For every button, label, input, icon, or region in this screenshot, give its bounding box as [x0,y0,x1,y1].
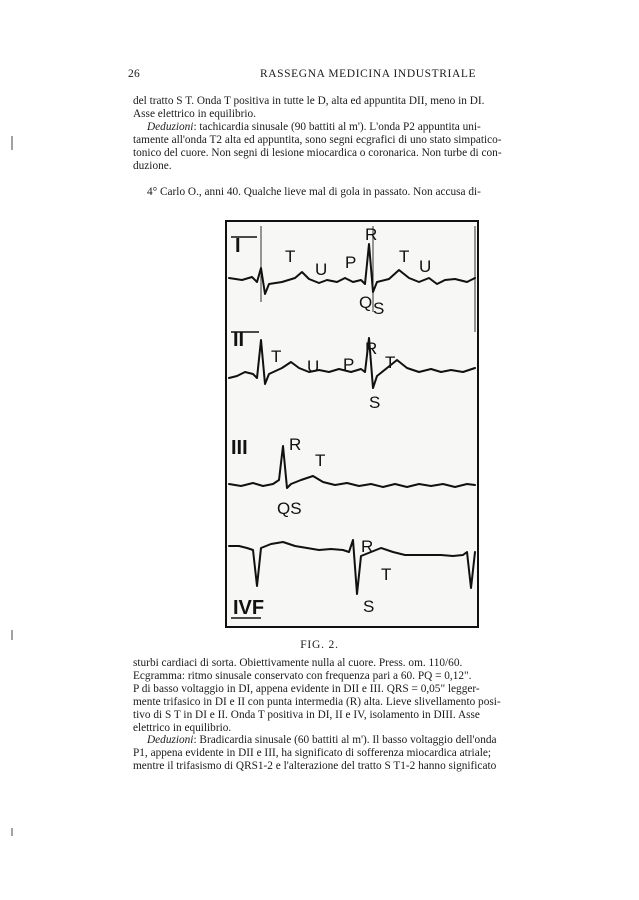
deduzioni-label: Deduzioni [147,734,194,747]
wave-label-t: T [285,247,296,266]
wave-label-t: T [385,353,396,372]
scan-margin-marks [10,0,20,900]
text-line: mente trifasico in DI e II con punta intermedia (R) alta. Lieve slivellamento posi- [133,695,501,708]
lead-label-4f: IVF [233,597,265,619]
text-line: P di basso voltaggio in DI, appena evidente in DII e III. QRS = 0,05" legger- [133,682,480,695]
lead-label-1: I [235,235,241,257]
wave-label-t: T [381,565,392,584]
wave-label-r: R [361,537,374,556]
text-line: Asse elettrico in equilibrio. [133,107,256,120]
wave-label-t: T [399,247,410,266]
text-line: Ecgramma: ritmo sinusale conservato con frequenza pari a 60. PQ = 0,12". [133,669,472,682]
text-line: 4° Carlo O., anni 40. Qualche lieve mal di gola in passato. Non accusa di- [147,186,481,198]
wave-label-u: U [315,260,328,279]
paragraph-case-3-end [133,95,538,172]
text-line: duzione. [133,159,172,172]
text-line: tonico del cuore. Non segni di lesione miocardica o coronarica. Non turbe di con- [133,146,502,159]
wave-label-r: R [365,339,378,358]
paragraph-case-4-continued [133,657,538,773]
text-line: P1, appena evidente in DII e III, ha significato di sofferenza miocardica atriale; [133,747,491,760]
page-number: 26 [128,68,140,80]
ecg-trace-lead-3 [229,446,475,488]
wave-label-q: Q [359,293,373,312]
text-line: tivo di S T in DI e II. Onda T positiva in DI, II e IV, isolamento in DIII. Asse [133,708,480,721]
lead-label-2: II [233,329,245,351]
ecg-trace-lead-4f [229,540,475,594]
wave-label-s: S [373,299,385,318]
wave-label-u: U [419,257,432,276]
wave-label-t: T [315,451,326,470]
wave-label-r: R [289,435,302,454]
text-span: : Bradicardia sinusale (60 battiti al m'). Il basso voltaggio dell'onda [193,734,497,747]
text-line: sturbi cardiaci di sorta. Obiettivamente nulla al cuore. Press. om. 110/60. [133,657,463,669]
lead-label-3: III [231,437,248,459]
deduzioni-label: Deduzioni [147,120,194,133]
text-span: : tachicardia sinusale (90 battiti al m'). L'onda P2 appuntita uni- [193,120,481,133]
paragraph-case-4-start [133,186,538,199]
ecg-figure [225,220,479,628]
journal-title: RASSEGNA MEDICINA INDUSTRIALE [260,68,477,80]
text-line: mentre il trifasismo di QRS1-2 e l'alterazione del tratto S T1-2 hanno significato [133,760,497,773]
text-line: tamente all'onda T2 alta ed appuntita, sono segni ecgrafici di uno stato simpatico- [133,133,502,146]
text-line [133,734,538,747]
ecg-tracings [227,222,477,626]
text-line [133,121,538,134]
wave-label-r: R [365,225,378,244]
running-header [128,68,538,84]
wave-label-u: U [307,357,320,376]
wave-label-s: S [369,393,381,412]
wave-label-t: T [271,347,282,366]
wave-label-p: P [343,355,355,374]
wave-label-qs: QS [277,499,302,518]
wave-label-p: P [345,253,357,272]
wave-label-s: S [363,597,375,616]
text-line: del tratto S T. Onda T positiva in tutte le D, alta ed appuntita DII, meno in DI. [133,95,485,107]
figure-caption: FIG. 2. [300,639,339,651]
text-line: elettrico in equilibrio. [133,721,232,734]
